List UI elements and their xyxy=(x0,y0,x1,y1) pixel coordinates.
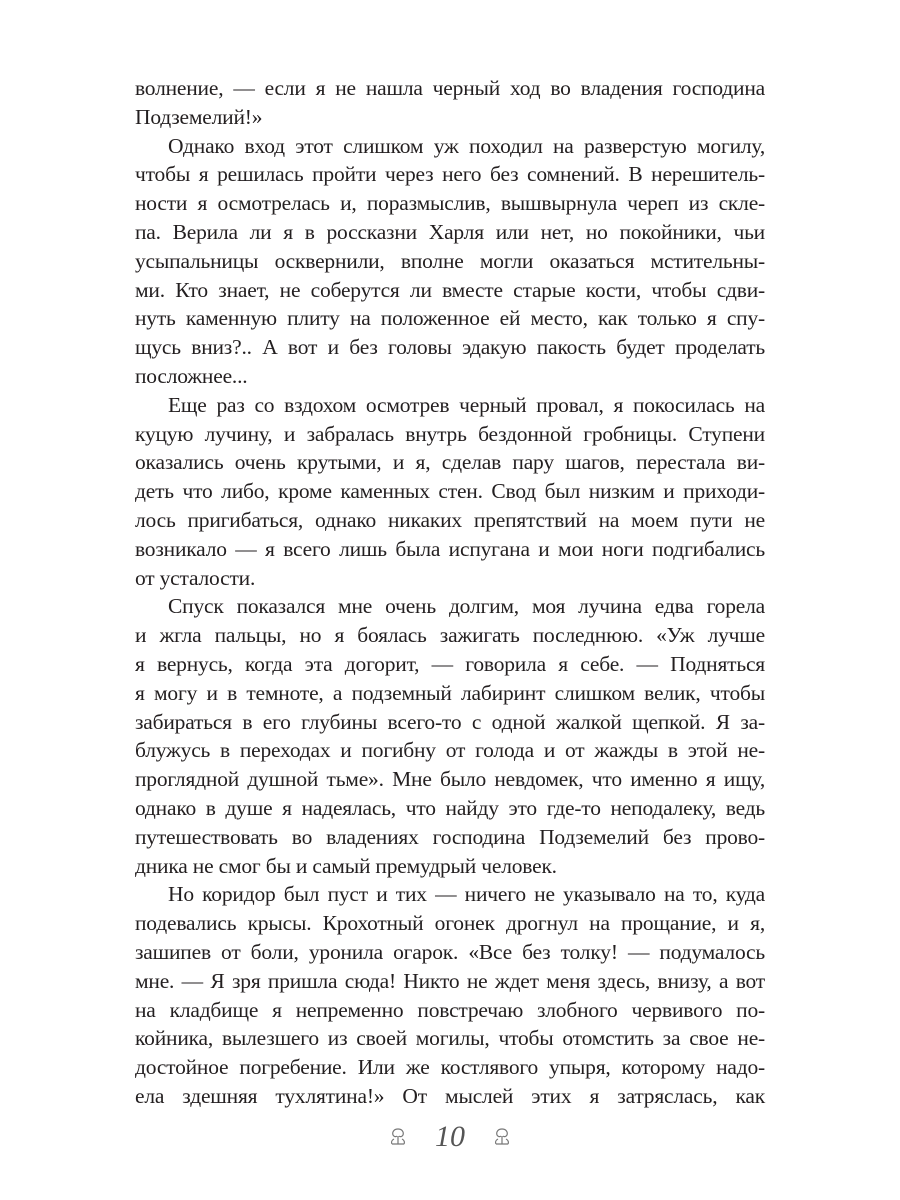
text-line: волнение, — если я не нашла черный ход во владения господина xyxy=(135,76,765,100)
text-line: Еще раз со вздохом осмотрев черный провал, я покосилась на xyxy=(168,392,765,417)
page-footer xyxy=(0,1120,900,1154)
text-line: па. Верила ли я в россказни Харля или нет, но покойники, чьи xyxy=(135,219,765,244)
text-line: усыпальницы осквернили, вполне могли оказаться мстительны- xyxy=(135,248,765,273)
text-line: чтобы я решилась пройти через него без сомнений. В нерешитель- xyxy=(135,162,765,187)
text-line: на кладбище я непременно повстречаю злобного червивого по- xyxy=(135,997,765,1022)
text-line: ми. Кто знает, не соберутся ли вместе старые кости, чтобы сдви- xyxy=(135,277,765,302)
paragraph xyxy=(135,592,765,880)
text-line: лось пригибаться, однако никаких препятствий на моем пути не xyxy=(135,507,765,532)
paragraph xyxy=(135,74,765,132)
text-line: оказались очень крутыми, и я, сделав пару шагов, перестала ви- xyxy=(135,450,765,475)
text-line: ела здешняя тухлятина!» От мыслей этих я затряслась, как xyxy=(135,1083,765,1108)
text-line: деть что либо, кроме каменных стен. Свод был низким и приходи- xyxy=(135,479,765,504)
floral-ornament-icon xyxy=(491,1126,513,1148)
text-line: достойное погребение. Или же костлявого упыря, которому надо- xyxy=(135,1055,765,1080)
text-line: посложнее... xyxy=(135,363,248,388)
text-line: забираться в его глубины всего-то с одной жалкой щепкой. Я за- xyxy=(135,709,765,734)
text-line: путешествовать во владениях господина Подземелий без прово- xyxy=(135,824,765,849)
book-page-text xyxy=(135,74,765,1111)
text-line: нуть каменную плиту на положенное ей место, как только я спу- xyxy=(135,306,765,331)
floral-ornament-icon xyxy=(387,1126,409,1148)
text-line: Однако вход этот слишком уж походил на разверстую могилу, xyxy=(168,133,765,158)
text-line: я могу и в темноте, а подземный лабиринт слишком велик, чтобы xyxy=(135,680,765,705)
text-line: зашипев от боли, уронила огарок. «Все без толку! — подумалось xyxy=(135,939,765,964)
text-line: подевались крысы. Крохотный огонек дрогнул на прощание, и я, xyxy=(135,911,765,936)
text-line: мне. — Я зря пришла сюда! Никто не ждет меня здесь, внизу, а вот xyxy=(135,968,765,993)
text-line: и жгла пальцы, но я боялась зажигать последнюю. «Уж лучше xyxy=(135,623,765,648)
text-line: куцую лучину, и забралась внутрь бездонной гробницы. Ступени xyxy=(135,421,765,446)
text-line: Спуск показался мне очень долгим, моя лучина едва горела xyxy=(168,594,765,619)
paragraph xyxy=(135,880,765,1110)
text-line: однако в душе я надеялась, что найду это где-то неподалеку, ведь xyxy=(135,795,765,820)
text-line: ности я осмотрелась и, поразмыслив, вышвырнула череп из скле- xyxy=(135,191,765,216)
text-line: Но коридор был пуст и тих — ничего не указывало на то, куда xyxy=(168,882,765,907)
text-line: возникало — я всего лишь была испугана и мои ноги подгибались xyxy=(135,536,765,561)
text-line: щусь вниз?.. А вот и без головы эдакую пакость будет проделать xyxy=(135,335,765,360)
page-number: 10 xyxy=(435,1120,465,1153)
paragraph xyxy=(135,391,765,593)
text-line: Подземелий!» xyxy=(135,104,263,129)
text-line: проглядной душной тьме». Мне было невдомек, что именно я ищу, xyxy=(135,767,765,792)
text-line: от усталости. xyxy=(135,565,256,590)
paragraph xyxy=(135,132,765,391)
text-line: койника, вылезшего из своей могилы, чтобы отомстить за свое не- xyxy=(135,1026,765,1051)
text-line: блужусь в переходах и погибну от голода и от жажды в этой не- xyxy=(135,738,765,763)
text-line: я вернусь, когда эта догорит, — говорила я себе. — Подняться xyxy=(135,651,765,676)
text-line: дника не смог бы и самый премудрый человек. xyxy=(135,853,557,878)
